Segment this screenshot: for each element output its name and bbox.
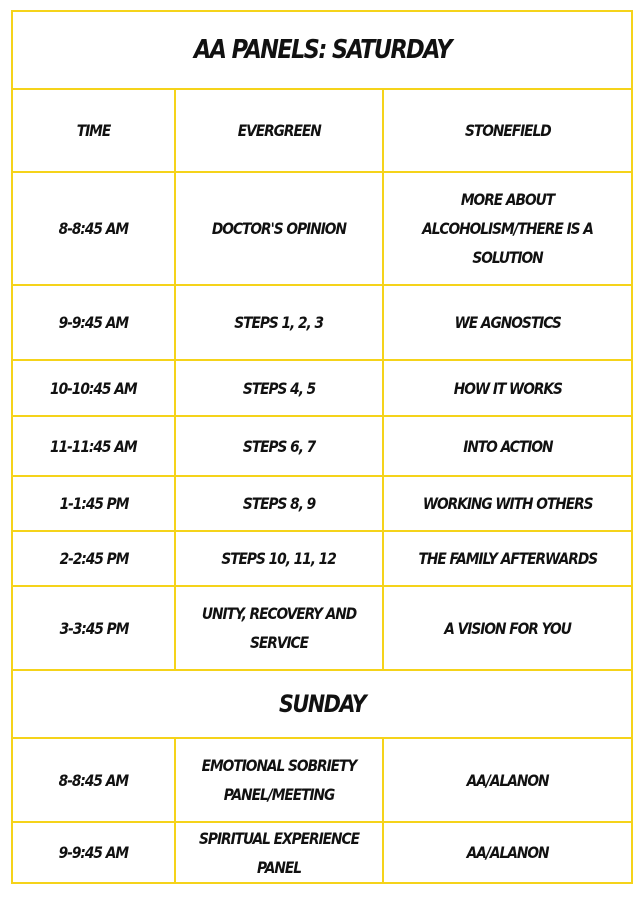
evergreen-cell: STEPS 4, 5: [175, 360, 383, 416]
time-cell: 8-8:45 AM: [12, 172, 175, 285]
stonefield-cell: MORE ABOUT ALCOHOLISM/THERE IS A SOLUTION: [383, 172, 632, 285]
stonefield-cell: WORKING WITH OTHERS: [383, 476, 632, 531]
stonefield-cell: A VISION FOR YOU: [383, 586, 632, 670]
evergreen-cell: STEPS 6, 7: [175, 416, 383, 476]
table-row: [12, 738, 632, 822]
table-row: [12, 476, 632, 531]
stonefield-cell: THE FAMILY AFTERWARDS: [383, 531, 632, 586]
time-cell: 8-8:45 AM: [12, 738, 175, 822]
time-cell: 3-3:45 PM: [12, 586, 175, 670]
schedule-table: [11, 10, 633, 884]
table-row: [12, 285, 632, 360]
title-row: [12, 11, 632, 89]
stonefield-cell: WE AGNOSTICS: [383, 285, 632, 360]
evergreen-cell: SPIRITUAL EXPERIENCE PANEL: [175, 822, 383, 883]
table-row: [12, 822, 632, 883]
table-row: [12, 360, 632, 416]
time-cell: 1-1:45 PM: [12, 476, 175, 531]
stonefield-cell: AA/ALANON: [383, 738, 632, 822]
evergreen-cell: DOCTOR'S OPINION: [175, 172, 383, 285]
time-cell: 2-2:45 PM: [12, 531, 175, 586]
table-row: [12, 531, 632, 586]
time-cell: 9-9:45 AM: [12, 285, 175, 360]
time-cell: 11-11:45 AM: [12, 416, 175, 476]
schedule-title: AA PANELS: SATURDAY: [12, 11, 632, 89]
sunday-row: [12, 670, 632, 738]
stonefield-cell: HOW IT WORKS: [383, 360, 632, 416]
evergreen-cell: UNITY, RECOVERY AND SERVICE: [175, 586, 383, 670]
header-stonefield: STONEFIELD: [383, 89, 632, 172]
header-time: TIME: [12, 89, 175, 172]
evergreen-cell: STEPS 10, 11, 12: [175, 531, 383, 586]
stonefield-cell: AA/ALANON: [383, 822, 632, 883]
evergreen-cell: STEPS 8, 9: [175, 476, 383, 531]
sunday-heading: SUNDAY: [12, 670, 632, 738]
evergreen-cell: EMOTIONAL SOBRIETY PANEL/MEETING: [175, 738, 383, 822]
header-evergreen: EVERGREEN: [175, 89, 383, 172]
header-row: [12, 89, 632, 172]
table-row: [12, 172, 632, 285]
table-row: [12, 416, 632, 476]
time-cell: 10-10:45 AM: [12, 360, 175, 416]
time-cell: 9-9:45 AM: [12, 822, 175, 883]
evergreen-cell: STEPS 1, 2, 3: [175, 285, 383, 360]
stonefield-cell: INTO ACTION: [383, 416, 632, 476]
table-row: [12, 586, 632, 670]
